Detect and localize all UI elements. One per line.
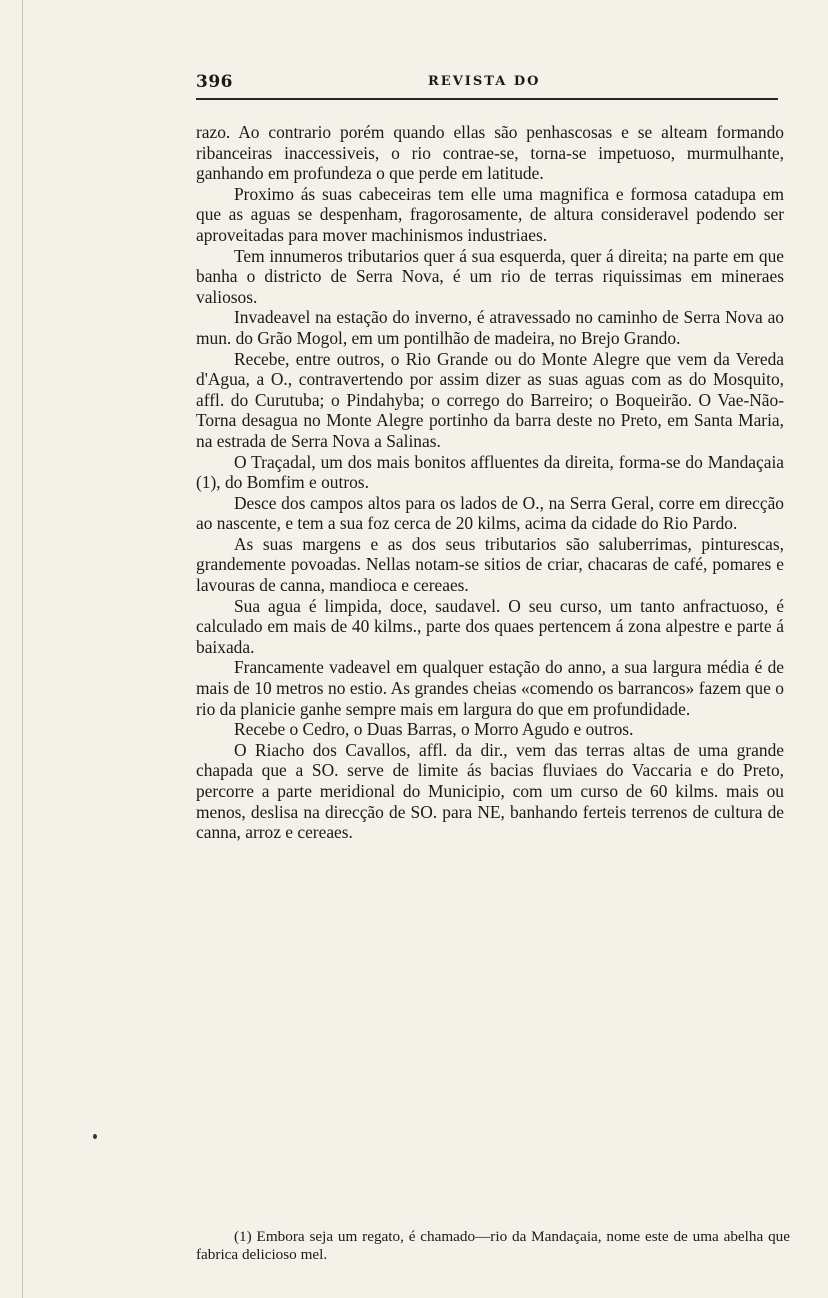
paragraph: Tem innumeros tributarios quer á sua esquerda, quer á direita; na parte em que banha o districto de Serra Nova, é um rio de terras riquissimas em mineraes valiosos. xyxy=(196,245,784,307)
body-text xyxy=(196,122,784,843)
paragraph: Proximo ás suas cabeceiras tem elle uma magnifica e formosa catadupa em que as aguas se despenham, fragorosamente, de altura consideravel podendo ser aproveitadas para mover machinismos industriaes. xyxy=(196,183,784,245)
paragraph: O Riacho dos Cavallos, affl. da dir., vem das terras altas de uma grande chapada que a SO. serve de limite ás bacias fluviaes do Vaccaria e do Preto, percorre a parte meridional do Municipio, com um curso de 60 kilms. mais ou menos, deslisa na direcção de SO. para NE, banhando ferteis terrenos de cultura de canna, arroz e cereaes. xyxy=(196,739,784,843)
footnote: (1) Embora seja um regato, é chamado—rio da Mandaçaia, nome este de uma abelha que fabrica delicioso mel. xyxy=(196,1228,790,1263)
page-number: 396 xyxy=(196,72,233,92)
running-head: REVISTA DO xyxy=(428,74,541,89)
paragraph: Sua agua é limpida, doce, saudavel. O seu curso, um tanto anfractuoso, é calculado em mais de 40 kilms., parte dos quaes pertencem á zona alpestre e parte á baixada. xyxy=(196,595,784,657)
paragraph: Desce dos campos altos para os lados de O., na Serra Geral, corre em direcção ao nascente, e tem a sua foz cerca de 20 kilms, acima da cidade do Rio Pardo. xyxy=(196,492,784,534)
paragraph: As suas margens e as dos seus tributarios são saluberrimas, pinturescas, grandemente povoadas. Nellas notam-se sitios de criar, chacaras de café, pomares e lavouras de canna, mandioca e cereaes. xyxy=(196,533,784,596)
paragraph: Francamente vadeavel em qualquer estação do anno, a sua largura média é de mais de 10 metros no estio. As grandes cheias «comendo os barrancos» fazem que o rio da planicie ganhe sempre mais em largura do que em profundidade. xyxy=(196,657,784,719)
paragraph: O Traçadal, um dos mais bonitos affluentes da direita, forma-se do Mandaçaia (1), do Bomfim e outros. xyxy=(196,451,784,493)
page-header xyxy=(196,72,778,94)
ink-spot xyxy=(93,1134,97,1139)
paragraph: Recebe o Cedro, o Duas Barras, o Morro Agudo e outros. xyxy=(234,719,634,740)
paragraph: razo. Ao contrario porém quando ellas são penhascosas e se alteam formando ribanceiras inaccessiveis, o rio contrae-se, torna-se impetuoso, murmulhante, ganhando em profundeza o que perde em latitude. xyxy=(196,122,784,184)
footnote-area xyxy=(196,1228,790,1264)
paragraph: Invadeavel na estação do inverno, é atravessado no caminho de Serra Nova ao mun. do Grão Mogol, em um pontilhão de madeira, no Brejo Grando. xyxy=(196,307,784,348)
page-edge-line xyxy=(22,0,23,1298)
paragraph: Recebe, entre outros, o Rio Grande ou do Monte Alegre que vem da Vereda d'Agua, a O., contravertendo por assim dizer as suas aguas com as do Mosquito, affl. do Curutuba; o Pindahyba; o corrego do Barreiro; o Boqueirão. O Vae-Não-Torna desagua no Monte Alegre portinho da barra deste no Preto, em Santa Maria, na estrada de Serra Nova a Salinas. xyxy=(196,348,784,451)
header-rule xyxy=(196,98,778,103)
